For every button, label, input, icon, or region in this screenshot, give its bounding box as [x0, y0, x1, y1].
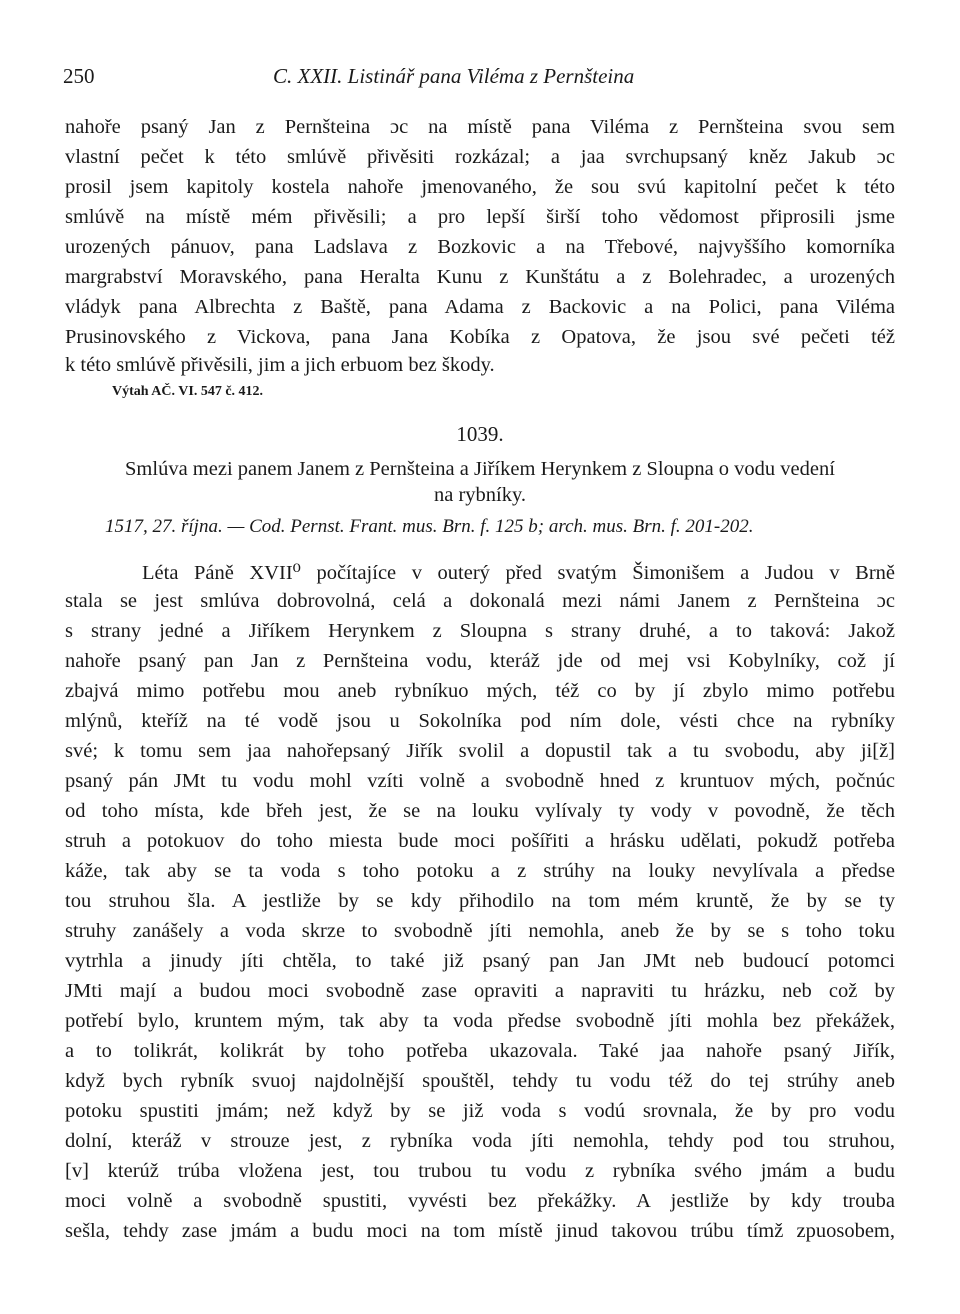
page-header — [63, 64, 897, 94]
document-number: 1039. — [456, 422, 504, 446]
text-line: margrabství Moravského, pana Heralta Kunu z Kunštátu a z Bolehradec, a urozených — [65, 266, 895, 288]
text-line: nahoře psaný pan Jan z Pernšteina vodu, kteráž jde od mej vsi Kobylníky, což jí — [65, 650, 895, 672]
text-line: Prusinovského z Vickova, pana Jana Kobíka z Opatova, že jsou své pečeti též — [65, 326, 895, 348]
text-line: a to tolikrát, kolikrát by toho potřeba ukazovala. Také jaa nahoře psaný Jiřík, — [65, 1040, 895, 1062]
text-line: struhy zanášely a voda skrze to svobodně jíti nemohla, aneb že by se s toho toku — [65, 920, 895, 942]
text-line: s strany jedné a Jiříkem Herynkem z Sloupna s strany druhé, a to taková: Jakož — [65, 620, 895, 642]
text-line: stala se jest smlúva dobrovolná, celá a dokonalá mezi námi Janem z Pernšteina ɔc — [65, 590, 895, 612]
text-line: káže, tak aby se ta voda s toho potoku a z strúhy na louky nevylívala a předse — [65, 860, 895, 882]
text-line: [v] kterúž trúba vložena jest, tou trubou tu vodu z rybníka svého jmám a budu — [65, 1160, 895, 1182]
text-line: JMti mají a budou moci svobodně zase opraviti a napraviti tu hrázku, neb což by — [65, 980, 895, 1002]
document-heading: Smlúva mezi panem Janem z Pernšteina a Jiříkem Herynkem z Sloupna o vodu vedení — [125, 458, 835, 480]
source-note: Výtah AČ. VI. 547 č. 412. — [112, 384, 264, 399]
text-line: Léta Páně XVII⁰ počítajíce v outerý před svatým Šimonišem a Judou v Brně — [142, 562, 895, 584]
text-line: sešla, tehdy zase jmám a budu moci na tom místě jinud takovou trúbu tímž zpuosobem, — [65, 1220, 895, 1242]
text-line: své; k tomu sem jaa nahořepsaný Jiřík svolil a dopustil tak a tu svobodu, aby ji[ž] — [65, 740, 895, 762]
text-line: zbajvá mimo potřebu mou aneb rybníkuo mých, též co by jí zbylo mimo potřebu — [65, 680, 895, 702]
text-line: od toho místa, kde břeh jest, že se na louku vylívaly ty vody v povodně, že těch — [65, 800, 895, 822]
text-line: psaný pán JMt tu vodu mohl vzíti volně a svobodně hned z kruntuov mých, počnúc — [65, 770, 895, 792]
text-line: k této smlúvě přivěsili, jim a jich erbuom bez škody. — [65, 354, 495, 376]
text-line: když bych rybník svuoj najdolnější spouštěl, tehdy tu vodu též do tej strúhy aneb — [65, 1070, 895, 1092]
text-line: struh a potokuov do toho miesta bude moci pošířiti a hrásku udělati, pokudž potřeba — [65, 830, 895, 852]
date-and-source-line: 1517, 27. října. — Cod. Pernst. Frant. mus. Brn. f. 125 b; arch. mus. Brn. f. 201-202. — [105, 516, 754, 537]
text-line: nahoře psaný Jan z Pernšteina ɔc na místě pana Viléma z Pernšteina svou sem — [65, 116, 895, 138]
running-title: C. XXII. Listinář pana Viléma z Pernšteina — [273, 64, 635, 88]
text-line: potřebí bylo, kruntem mým, tak aby ta voda předse svobodně jíti mohla bez překážek, — [65, 1010, 895, 1032]
text-line: vytrhla a jinudy jíti chtěla, to také již psaný pan Jan JMt neb budoucí potomci — [65, 950, 895, 972]
text-line: smlúvě na místě mém přivěsili; a pro lepší širší toho vědomost připrosili jsme — [65, 206, 895, 228]
text-line: mlýnů, kteříž na té vodě jsou u Sokolníka pod ním dole, vésti chce na rybníky — [65, 710, 895, 732]
text-line: vlastní pečet k této smlúvě přivěsiti rozkázal; a jaa svrchupsaný kněz Jakub ɔc — [65, 146, 895, 168]
text-line: urozených pánuov, pana Ladslava z Bozkovic a na Třebové, najvyššího komorníka — [65, 236, 895, 258]
text-line: dolní, kteráž v strouze jest, z rybníka voda jíti nemohla, tehdy pod tou struhou, — [65, 1130, 895, 1152]
text-line: potoku spustiti jmám; než když by se již voda s vodú srovnala, že by pro vodu — [65, 1100, 895, 1122]
text-line: tou struhou šla. A jestliže by se kdy přihodilo na tom mém kruntě, že by se ty — [65, 890, 895, 912]
text-line: moci volně a svobodně spustiti, vyvésti bez překážky. A jestliže by kdy trouba — [65, 1190, 895, 1212]
document-heading: na rybníky. — [433, 484, 527, 506]
text-line: prosil jsem kapitoly kostela nahoře jmenovaného, že sou svú kapitolní pečet k této — [65, 176, 895, 198]
text-line: vládyk pana Albrechta z Baště, pana Adama z Backovic a na Polici, pana Viléma — [65, 296, 895, 318]
page-number: 250 — [63, 64, 95, 88]
